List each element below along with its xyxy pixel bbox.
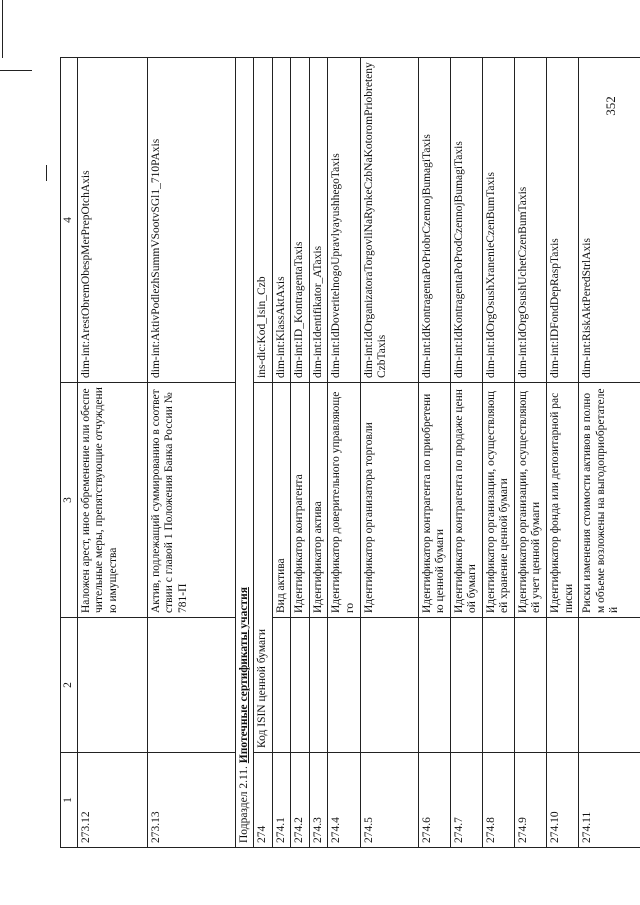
row-number: 274 bbox=[254, 753, 273, 848]
row-code: dim-int:IDFondDepRaspTaxis bbox=[547, 58, 579, 383]
row-name bbox=[547, 618, 579, 753]
table-row bbox=[77, 58, 147, 848]
row-code: dim-int:ID_KontragentaTaxis bbox=[291, 58, 310, 383]
row-name bbox=[514, 618, 546, 753]
row-name bbox=[77, 618, 147, 753]
page-number: 352 bbox=[603, 96, 618, 116]
row-number: 274.6 bbox=[418, 753, 450, 848]
binding-mark-rule bbox=[0, 70, 32, 71]
table-row bbox=[309, 58, 328, 848]
header-cell: 2 bbox=[61, 618, 78, 753]
row-name bbox=[309, 618, 328, 753]
row-code: dim-int:IdKontragentaPoProdCzennojBumagiTaxis bbox=[450, 58, 482, 383]
binding-mark-top bbox=[2, 0, 3, 58]
table-row bbox=[514, 58, 546, 848]
row-number: 274.9 bbox=[514, 753, 546, 848]
row-code: dim-int:RiskAktPeredStrlAxis bbox=[579, 58, 640, 383]
table-row bbox=[579, 58, 640, 848]
row-description: Идентификатор организации, осуществляющей учет ценной бумаги bbox=[514, 383, 546, 618]
row-description: Идентификатор контрагента по продаже ценной бумаги bbox=[450, 383, 482, 618]
table-row bbox=[291, 58, 310, 848]
row-number: 273.12 bbox=[77, 753, 147, 848]
header-cell: 4 bbox=[61, 58, 78, 383]
table-row bbox=[272, 58, 291, 848]
section-heading-row bbox=[235, 58, 254, 848]
row-name bbox=[579, 618, 640, 753]
table-row bbox=[482, 58, 514, 848]
row-number: 274.5 bbox=[360, 753, 418, 848]
section-heading bbox=[235, 58, 254, 848]
row-number: 274.3 bbox=[309, 753, 328, 848]
row-description: Идентификатор организатора торговли bbox=[360, 383, 418, 618]
row-name bbox=[272, 618, 291, 753]
row-code: dim-int:IdOrganizatoraTorgovliNaRynkeCzbNaKotoromPriobretenyCzbTaxis bbox=[360, 58, 418, 383]
row-name bbox=[450, 618, 482, 753]
table-row bbox=[547, 58, 579, 848]
row-description: Наложен арест, иное обременение или обеспечительные меры, препятствующие отчуждению имущества bbox=[77, 383, 147, 618]
row-description: Идентификатор доверительного управляющего bbox=[328, 383, 360, 618]
row-name bbox=[418, 618, 450, 753]
table-row bbox=[147, 58, 235, 848]
table-row bbox=[360, 58, 418, 848]
row-name bbox=[360, 618, 418, 753]
section-title: Ипотечные сертификаты участия bbox=[237, 587, 250, 764]
table-row bbox=[418, 58, 450, 848]
row-description: Риски изменения стоимости активов в полном объеме возложены на выгодоприобретателей bbox=[579, 383, 640, 618]
row-description: Идентификатор актива bbox=[309, 383, 328, 618]
row-description: Идентификатор контрагента по приобретению ценной бумаги bbox=[418, 383, 450, 618]
row-number: 274.7 bbox=[450, 753, 482, 848]
row-number: 274.10 bbox=[547, 753, 579, 848]
header-cell: 3 bbox=[61, 383, 78, 618]
binding-mark-small bbox=[46, 165, 47, 181]
row-description: Идентификатор фонда или депозитарной расписки bbox=[547, 383, 579, 618]
table-header-row bbox=[61, 58, 78, 848]
row-code: dim-int:IdDoveritelnogoUpravlyayushhegoTaxis bbox=[328, 58, 360, 383]
table-row bbox=[328, 58, 360, 848]
row-description: Вид актива bbox=[272, 383, 291, 618]
row-number: 274.1 bbox=[272, 753, 291, 848]
row-name bbox=[482, 618, 514, 753]
header-cell: 1 bbox=[61, 753, 78, 848]
row-name bbox=[328, 618, 360, 753]
row-description: Идентификатор организации, осуществляющей хранение ценной бумаги bbox=[482, 383, 514, 618]
table-row bbox=[254, 58, 273, 848]
row-description: Актив, подлежащий суммированию в соответствии с главой 1 Положения Банка России № 781-П bbox=[147, 383, 235, 618]
row-number: 274.11 bbox=[579, 753, 640, 848]
row-code: dim-int:IdOrgOsushUchetCzenBumTaxis bbox=[514, 58, 546, 383]
row-code: dim-int:ArestObremObespMerPrepOtchAxis bbox=[77, 58, 147, 383]
row-code: dim-int:KlassAktAxis bbox=[272, 58, 291, 383]
section-prefix: Подраздел 2.11. bbox=[237, 766, 250, 843]
row-name bbox=[291, 618, 310, 753]
row-description: Идентификатор контрагента bbox=[291, 383, 310, 618]
row-code: dim-int:IdOrgOsushXranenieCzenBumTaxis bbox=[482, 58, 514, 383]
row-number: 273.13 bbox=[147, 753, 235, 848]
row-name: Код ISIN ценной бумаги bbox=[254, 383, 273, 753]
row-code: dim-int:AktivPodlezhSummVSootvSGl1_710PAxis bbox=[147, 58, 235, 383]
row-name bbox=[147, 618, 235, 753]
data-table bbox=[60, 57, 640, 848]
row-number: 274.4 bbox=[328, 753, 360, 848]
row-number: 274.8 bbox=[482, 753, 514, 848]
row-number: 274.2 bbox=[291, 753, 310, 848]
row-code: ins-dic:Kod_Isin_Czb bbox=[254, 58, 273, 383]
row-code: dim-int:IdKontragentaPoPriobrCzennojBumagiTaxis bbox=[418, 58, 450, 383]
table-row bbox=[450, 58, 482, 848]
row-code: dim-int:Identifikator_ATaxis bbox=[309, 58, 328, 383]
